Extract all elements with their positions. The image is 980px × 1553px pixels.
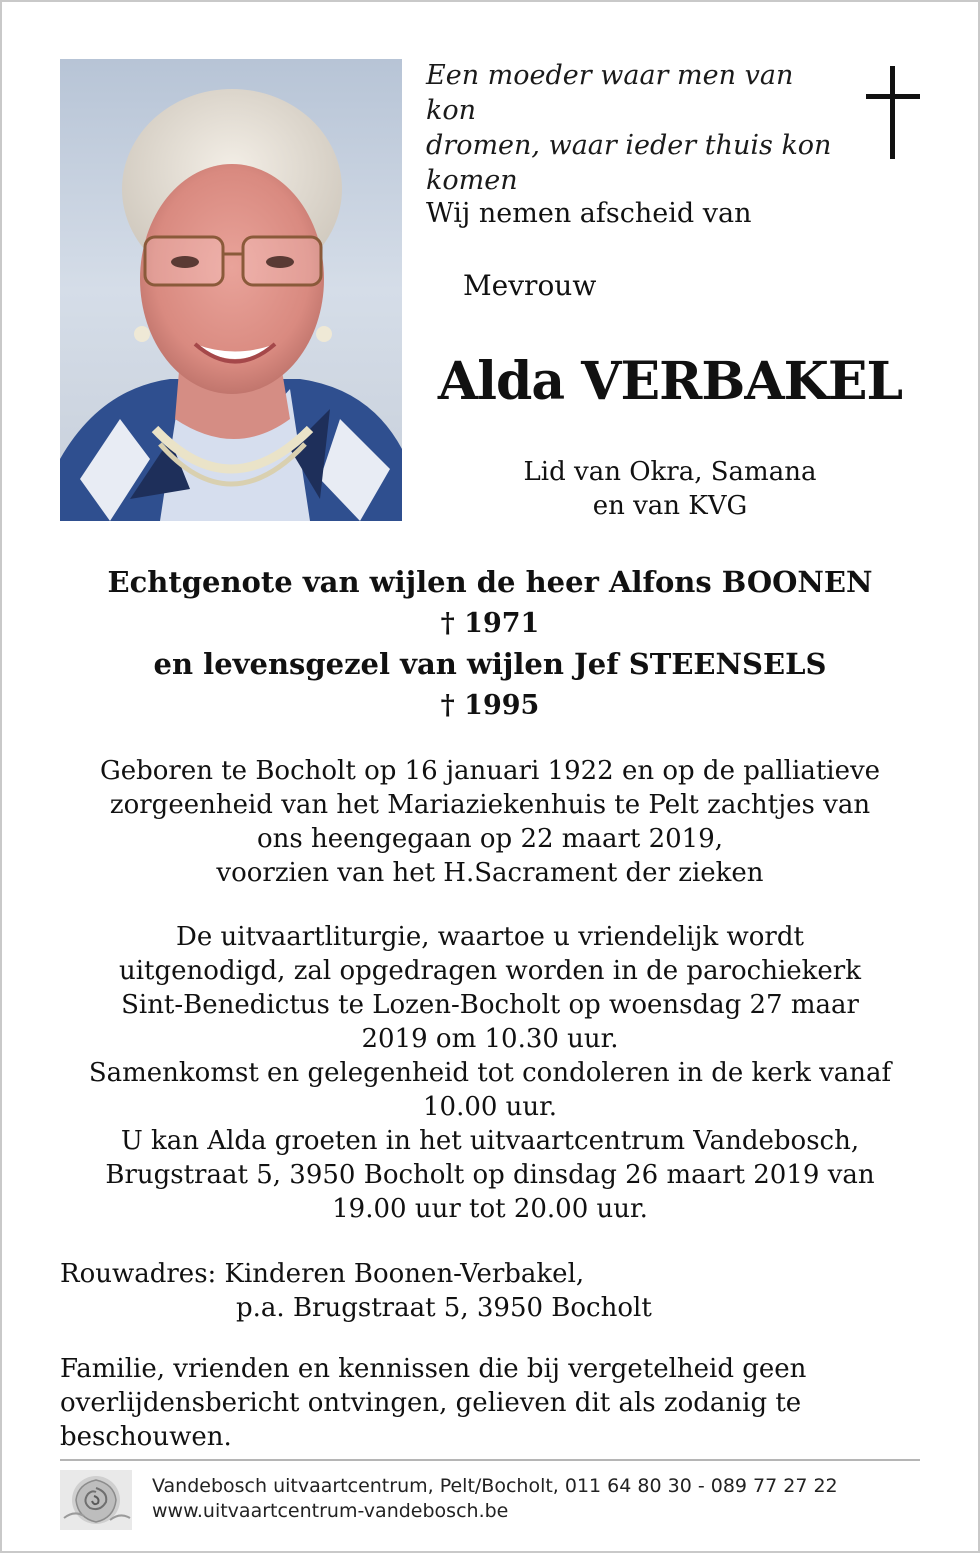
rose-logo-icon: [60, 1470, 132, 1530]
address-line-2: p.a. Brugstraat 5, 3950 Bocholt: [236, 1293, 652, 1323]
membership-line: Lid van Okra, Samana: [523, 457, 817, 487]
birth-line: Geboren te Bocholt op 16 januari 1922 en op de palliatieve: [99, 756, 881, 786]
footer-divider: [60, 1459, 920, 1461]
funeral-line: U kan Alda groeten in het uitvaartcentrum Vandebosch,: [120, 1126, 860, 1156]
funeral-line: Sint-Benedictus te Lozen-Bocholt op woensdag 27 maar: [121, 990, 859, 1020]
cross-icon: [866, 66, 920, 159]
funeral-line: 19.00 uur tot 20.00 uur.: [332, 1194, 648, 1224]
funeral-home-info: [152, 1474, 838, 1524]
funeral-line: 10.00 uur.: [422, 1092, 558, 1122]
funeral-home-website[interactable]: www.uitvaartcentrum-vandebosch.be: [152, 1500, 509, 1522]
family-notice: [60, 1352, 920, 1454]
membership-info: [420, 455, 920, 523]
birth-death-info: [40, 754, 940, 890]
spouse-year-1: † 1971: [440, 608, 540, 639]
address-line-1: Rouwadres: Kinderen Boonen-Verbakel,: [60, 1259, 585, 1289]
quote-line: dromen, waar ieder thuis kon: [426, 130, 832, 161]
mourning-address: [60, 1257, 920, 1325]
spouse-info: [40, 562, 940, 726]
funeral-line: De uitvaartliturgie, waartoe u vriendelijk wordt: [176, 922, 804, 952]
portrait-photo: [60, 59, 402, 521]
birth-line: ons heengegaan op 22 maart 2019,: [256, 824, 724, 854]
spouse-line-2: en levensgezel van wijlen Jef STEENSELS: [153, 647, 827, 681]
funeral-line: 2019 om 10.30 uur.: [361, 1024, 619, 1054]
quote-line: komen: [426, 165, 518, 196]
spouse-line-1: Echtgenote van wijlen de heer Alfons BOONEN: [107, 565, 873, 599]
quote-line: Een moeder waar men van kon: [426, 60, 794, 126]
intro-text: Wij nemen afscheid van: [426, 198, 752, 229]
honorific: Mevrouw: [463, 269, 597, 302]
birth-line: voorzien van het H.Sacrament der zieken: [216, 858, 764, 888]
birth-line: zorgeenheid van het Mariaziekenhuis te Pelt zachtjes van: [109, 790, 871, 820]
funeral-line: Samenkomst en gelegenheid tot condoleren in de kerk vanaf: [88, 1058, 892, 1088]
family-line: beschouwen.: [60, 1422, 232, 1452]
funeral-line: uitgenodigd, zal opgedragen worden in de parochiekerk: [119, 956, 861, 986]
membership-line: en van KVG: [592, 491, 748, 521]
funeral-info: [40, 920, 940, 1226]
funeral-home-contact: Vandebosch uitvaartcentrum, Pelt/Bocholt, 011 64 80 30 - 089 77 27 22: [152, 1475, 838, 1497]
deceased-name: Alda VERBAKEL: [437, 351, 903, 412]
family-line: Familie, vrienden en kennissen die bij vergetelheid geen: [60, 1354, 807, 1384]
family-line: overlijdensbericht ontvingen, gelieven dit als zodanig te: [60, 1388, 802, 1418]
memorial-quote: [426, 58, 846, 198]
funeral-line: Brugstraat 5, 3950 Bocholt op dinsdag 26 maart 2019 van: [105, 1160, 875, 1190]
spouse-year-2: † 1995: [440, 690, 540, 721]
